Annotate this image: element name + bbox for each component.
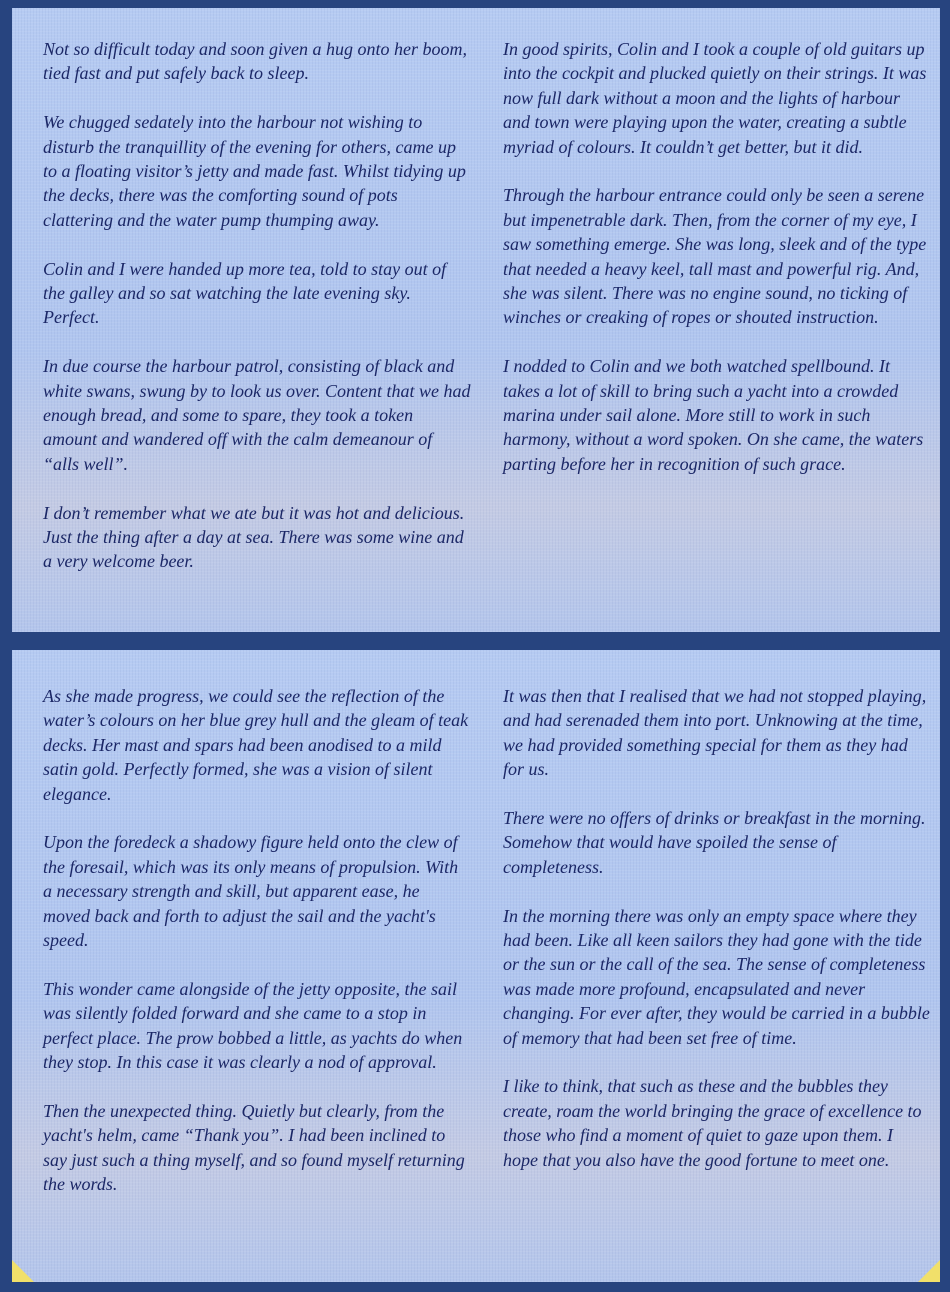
paragraph: This wonder came alongside of the jetty opposite, the sail was silently folded forward and she came to a stop in perfect place. The prow bobbed a little, as yachts do when they stop. In this case it was clearly a nod of approval.: [43, 978, 463, 1073]
photo-corner-decoration: [12, 1260, 34, 1282]
paragraph: Then the unexpected thing. Quietly but clearly, from the yacht's helm, came “Thank you”. I had been inclined to say just such a thing myself, and so found myself returning the words.: [43, 1100, 465, 1195]
photo-corner-decoration: [918, 1260, 940, 1282]
paragraph: As she made progress, we could see the reflection of the water’s colours on her blue grey hull and the gleam of teak decks. Her mast and spars had been anodised to a mild satin gold. Perfectly formed, she was a vision of silent elegance.: [43, 686, 469, 804]
top-page-panel: [12, 8, 940, 632]
paragraph: I like to think, that such as these and the bubbles they create, roam the world bringing the grace of excellence to those who find a moment of quiet to gaze upon them. I hope that you also have the good fortune to meet one.: [503, 1076, 922, 1170]
paragraph: It was then that I realised that we had not stopped playing, and had serenaded them into port. Unknowing at the time, we had provided something special for them as they had for us.: [503, 686, 927, 780]
paragraph: There were no offers of drinks or breakfast in the morning. Somehow that would have spoiled the sense of completeness.: [503, 808, 926, 877]
paragraph: We chugged sedately into the harbour not wishing to disturb the tranquillity of the evening for others, came up to a floating visitor’s jetty and made fast. Whilst tidying up the decks, there was the comforting sound of pots clattering and the water pump thumping away.: [43, 112, 466, 230]
paragraph: Not so difficult today and soon given a hug onto her boom, tied fast and put safely back to sleep.: [43, 39, 467, 84]
paragraph: Upon the foredeck a shadowy figure held onto the clew of the foresail, which was its only means of propulsion. With a necessary strength and skill, but apparent ease, he moved back and forth to adjust the sail and the yacht's speed.: [43, 832, 459, 951]
top-right-column: [503, 37, 931, 612]
paragraph: Colin and I were handed up more tea, told to stay out of the galley and so sat watching the late evening sky. Perfect.: [43, 258, 447, 328]
paragraph: I don’t remember what we ate but it was hot and delicious. Just the thing after a day at sea. There was some wine and a very welcome beer.: [43, 502, 465, 572]
paragraph: Through the harbour entrance could only be seen a serene but impenetrable dark. Then, from the corner of my eye, I saw something emerge. She was long, sleek and of the type that needed a heavy keel, tall mast and powerful rig. And, she was silent. There was no engine sound, no ticking of winches or creaking of ropes or shouted instruction.: [503, 185, 927, 328]
bottom-left-column: [43, 684, 471, 1252]
bottom-page-panel: [12, 650, 940, 1282]
paragraph: I nodded to Colin and we both watched spellbound. It takes a lot of skill to bring such a yacht into a crowded marina under sail alone. More still to work in such harmony, without a word spoken. On she came, the waters parting before her in recognition of such grace.: [503, 356, 924, 474]
paragraph: In the morning there was only an empty space where they had been. Like all keen sailors they had gone with the tide or the sun or the call of the sea. The sense of completeness was made more profound, encapsulated and never changing. For ever after, they would be carried in a bubble of memory that had been set free of time.: [503, 905, 930, 1048]
bottom-right-column: [503, 684, 931, 1252]
top-left-column: [43, 37, 471, 612]
paragraph: In good spirits, Colin and I took a couple of old guitars up into the cockpit and plucked quietly on their strings. It was now full dark without a moon and the lights of harbour and town were playing upon the water, creating a subtle myriad of colours. It couldn’t get better, but it did.: [503, 39, 927, 157]
paragraph: In due course the harbour patrol, consisting of black and white swans, swung by to look us over. Content that we had enough bread, and some to spare, they took a token amount and wandered off with the calm demeanour of “alls well”.: [43, 356, 471, 474]
